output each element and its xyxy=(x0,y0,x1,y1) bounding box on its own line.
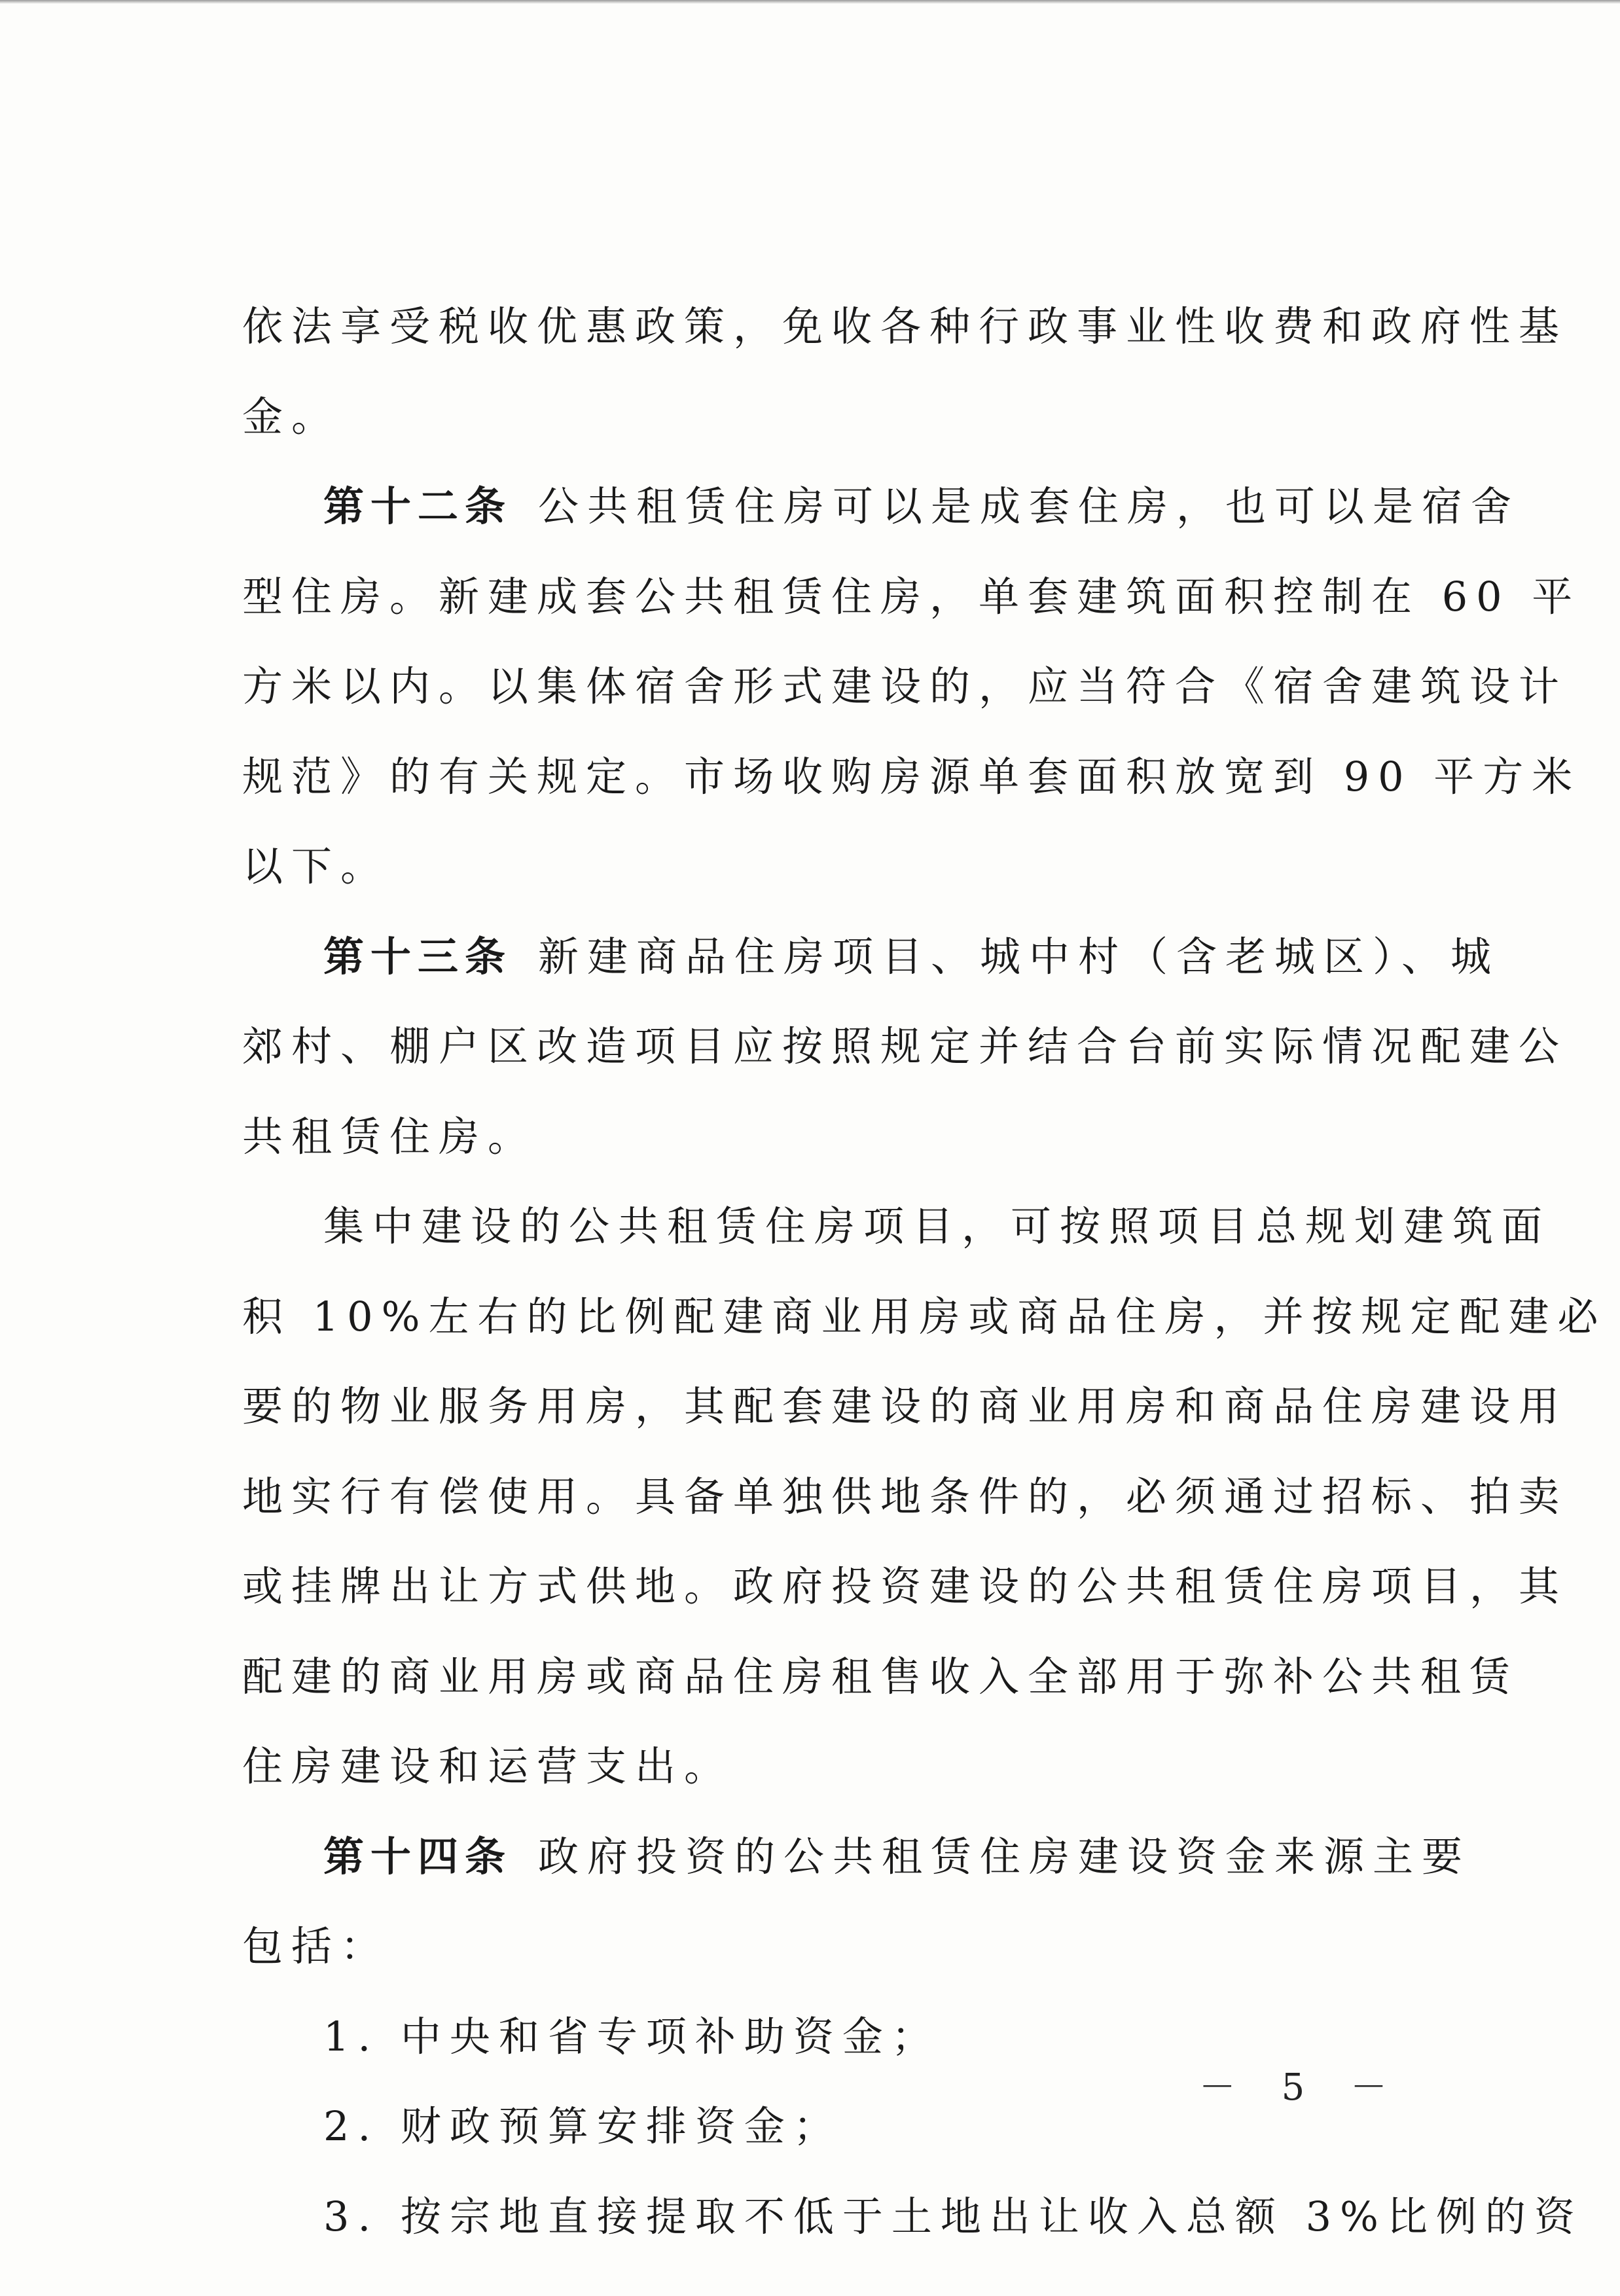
text-line xyxy=(242,1361,1568,1452)
line-text: 或挂牌出让方式供地。政府投资建设的公共租赁住房项目，其 xyxy=(242,1562,1568,1610)
line-text: 郊村、棚户区改造项目应按照规定并结合台前实际情况配建公 xyxy=(242,1022,1568,1070)
text-line xyxy=(242,1181,1551,1272)
text-line xyxy=(242,1632,1519,1722)
line-text: 住房建设和运营支出。 xyxy=(242,1742,734,1790)
text-line xyxy=(242,912,1500,1002)
article-heading: 第十二条 xyxy=(323,482,513,530)
line-text: 2. 财政预算安排资金； xyxy=(323,2102,842,2150)
text-line xyxy=(242,461,1521,552)
text-line xyxy=(242,732,1581,822)
text-line xyxy=(242,641,1568,732)
text-line xyxy=(242,1721,1401,1812)
text-line xyxy=(242,2172,1583,2262)
line-text: 共租赁住房。 xyxy=(242,1112,537,1160)
text-line xyxy=(242,1452,1568,1542)
line-text: 新建商品住房项目、城中村（含老城区）、城 xyxy=(538,932,1500,980)
text-line xyxy=(242,821,1401,912)
document-body xyxy=(242,281,1607,2261)
page-number: － 5 － xyxy=(1198,2066,1404,2109)
scan-edge xyxy=(0,0,1620,4)
article-heading: 第十三条 xyxy=(323,932,513,980)
text-line xyxy=(242,1901,1401,1992)
line-text: 以下。 xyxy=(242,842,390,890)
line-text: 规范》的有关规定。市场收购房源单套面积放宽到 90 平方米 xyxy=(242,752,1581,800)
line-text: 3. 按宗地直接提取不低于土地出让收入总额 3%比例的资 xyxy=(323,2192,1583,2240)
line-text: 包括： xyxy=(242,1922,390,1970)
line-text: 配建的商业用房或商品住房租售收入全部用于弥补公共租赁 xyxy=(242,1652,1519,1700)
text-line xyxy=(242,1272,1607,1362)
article-heading: 第十四条 xyxy=(323,1832,513,1880)
text-line xyxy=(242,552,1581,642)
text-line xyxy=(242,1001,1568,1092)
line-text: 依法享受税收优惠政策，免收各种行政事业性收费和政府性基 xyxy=(242,302,1568,350)
line-text: 集中建设的公共租赁住房项目，可按照项目总规划建筑面 xyxy=(323,1202,1551,1250)
line-text: 1. 中央和省专项补助资金； xyxy=(323,2012,941,2060)
line-text: 地实行有偿使用。具备单独供地条件的，必须通过招标、拍卖 xyxy=(242,1472,1568,1520)
text-line xyxy=(242,1812,1471,1902)
line-text: 公共租赁住房可以是成套住房，也可以是宿舍 xyxy=(538,482,1521,530)
line-text: 金。 xyxy=(242,392,341,440)
line-text: 型住房。新建成套公共租赁住房，单套建筑面积控制在 60 平 xyxy=(242,572,1581,620)
text-line xyxy=(242,1092,1401,1182)
line-text: 方米以内。以集体宿舍形式建设的，应当符合《宿舍建筑设计 xyxy=(242,662,1568,710)
line-text: 积 10%左右的比例配建商业用房或商品住房，并按规定配建必 xyxy=(242,1292,1607,1340)
text-line xyxy=(242,372,1401,462)
text-line xyxy=(242,281,1568,372)
line-text: 政府投资的公共租赁住房建设资金来源主要 xyxy=(538,1832,1471,1880)
text-line xyxy=(242,1541,1568,1632)
line-text: 要的物业服务用房，其配套建设的商业用房和商品住房建设用 xyxy=(242,1382,1568,1430)
